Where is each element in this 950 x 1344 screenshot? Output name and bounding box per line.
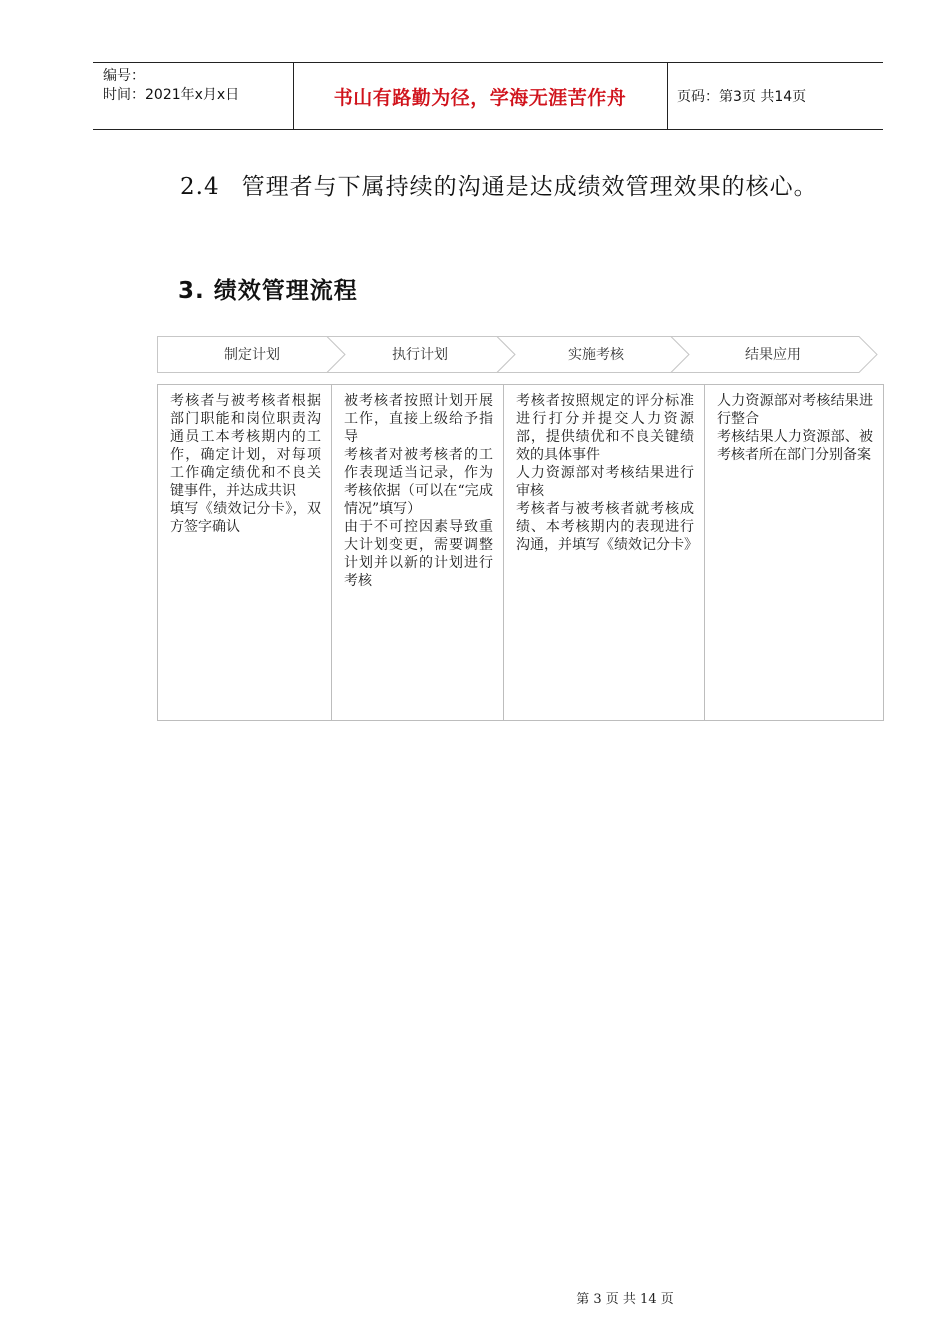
header-time-label: 时间：2021年x月x日 bbox=[103, 87, 240, 103]
section-2-4 bbox=[180, 168, 818, 201]
process-detail-table bbox=[157, 384, 884, 721]
process-flow bbox=[157, 336, 885, 374]
detail-paragraph: 考核者与被考核者就考核成绩、本考核期内的表现进行沟通，并填写《绩效记分卡》 bbox=[516, 501, 698, 553]
detail-paragraph: 被考核者按照计划开展工作，直接上级给予指导 bbox=[344, 393, 493, 445]
section-number: 2.4 bbox=[180, 174, 220, 200]
header-page-info: 页码：第3页 共14页 bbox=[677, 89, 807, 105]
flow-step-execute: 执行计划 bbox=[392, 347, 448, 363]
header-motto: 书山有路勤为径，学海无涯苦作舟 bbox=[333, 86, 627, 109]
detail-column-plan bbox=[158, 385, 331, 720]
flow-step-apply: 结果应用 bbox=[745, 347, 801, 363]
header-divider bbox=[667, 63, 668, 129]
detail-paragraph: 考核者与被考核者根据部门职能和岗位职责沟通员工本考核期内的工作，确定计划，对每项工作确定绩优和不良关键事件，并达成共识 bbox=[170, 393, 321, 499]
page-footer: 第 3 页 共 14 页 bbox=[576, 1292, 674, 1307]
detail-paragraph: 考核者按照规定的评分标准进行打分并提交人力资源部，提供绩优和不良关键绩效的具体事件 bbox=[516, 393, 694, 463]
detail-column-execute bbox=[331, 385, 503, 720]
document-header bbox=[93, 62, 883, 130]
detail-paragraph: 人力资源部对考核结果进行整合 bbox=[717, 393, 873, 427]
flow-step-plan: 制定计划 bbox=[224, 347, 280, 363]
detail-paragraph: 考核结果人力资源部、被考核者所在部门分别备案 bbox=[717, 429, 873, 463]
detail-paragraph: 填写《绩效记分卡》，双方签字确认 bbox=[170, 501, 321, 535]
section-text: 管理者与下属持续的沟通是达成绩效管理效果的核心。 bbox=[241, 174, 818, 200]
detail-paragraph: 人力资源部对考核结果进行审核 bbox=[516, 465, 694, 499]
detail-column-assess bbox=[503, 385, 704, 720]
detail-paragraph: 由于不可控因素导致重大计划变更，需要调整计划并以新的计划进行考核 bbox=[344, 519, 493, 589]
detail-paragraph: 考核者对被考核者的工作表现适当记录，作为考核依据（可以在“完成情况”填写） bbox=[344, 447, 493, 517]
flow-step-assess: 实施考核 bbox=[568, 347, 624, 363]
section-3-title: 3. 绩效管理流程 bbox=[178, 278, 358, 304]
header-number-label: 编号： bbox=[103, 68, 145, 84]
header-meta bbox=[103, 67, 293, 105]
detail-column-apply bbox=[704, 385, 883, 720]
